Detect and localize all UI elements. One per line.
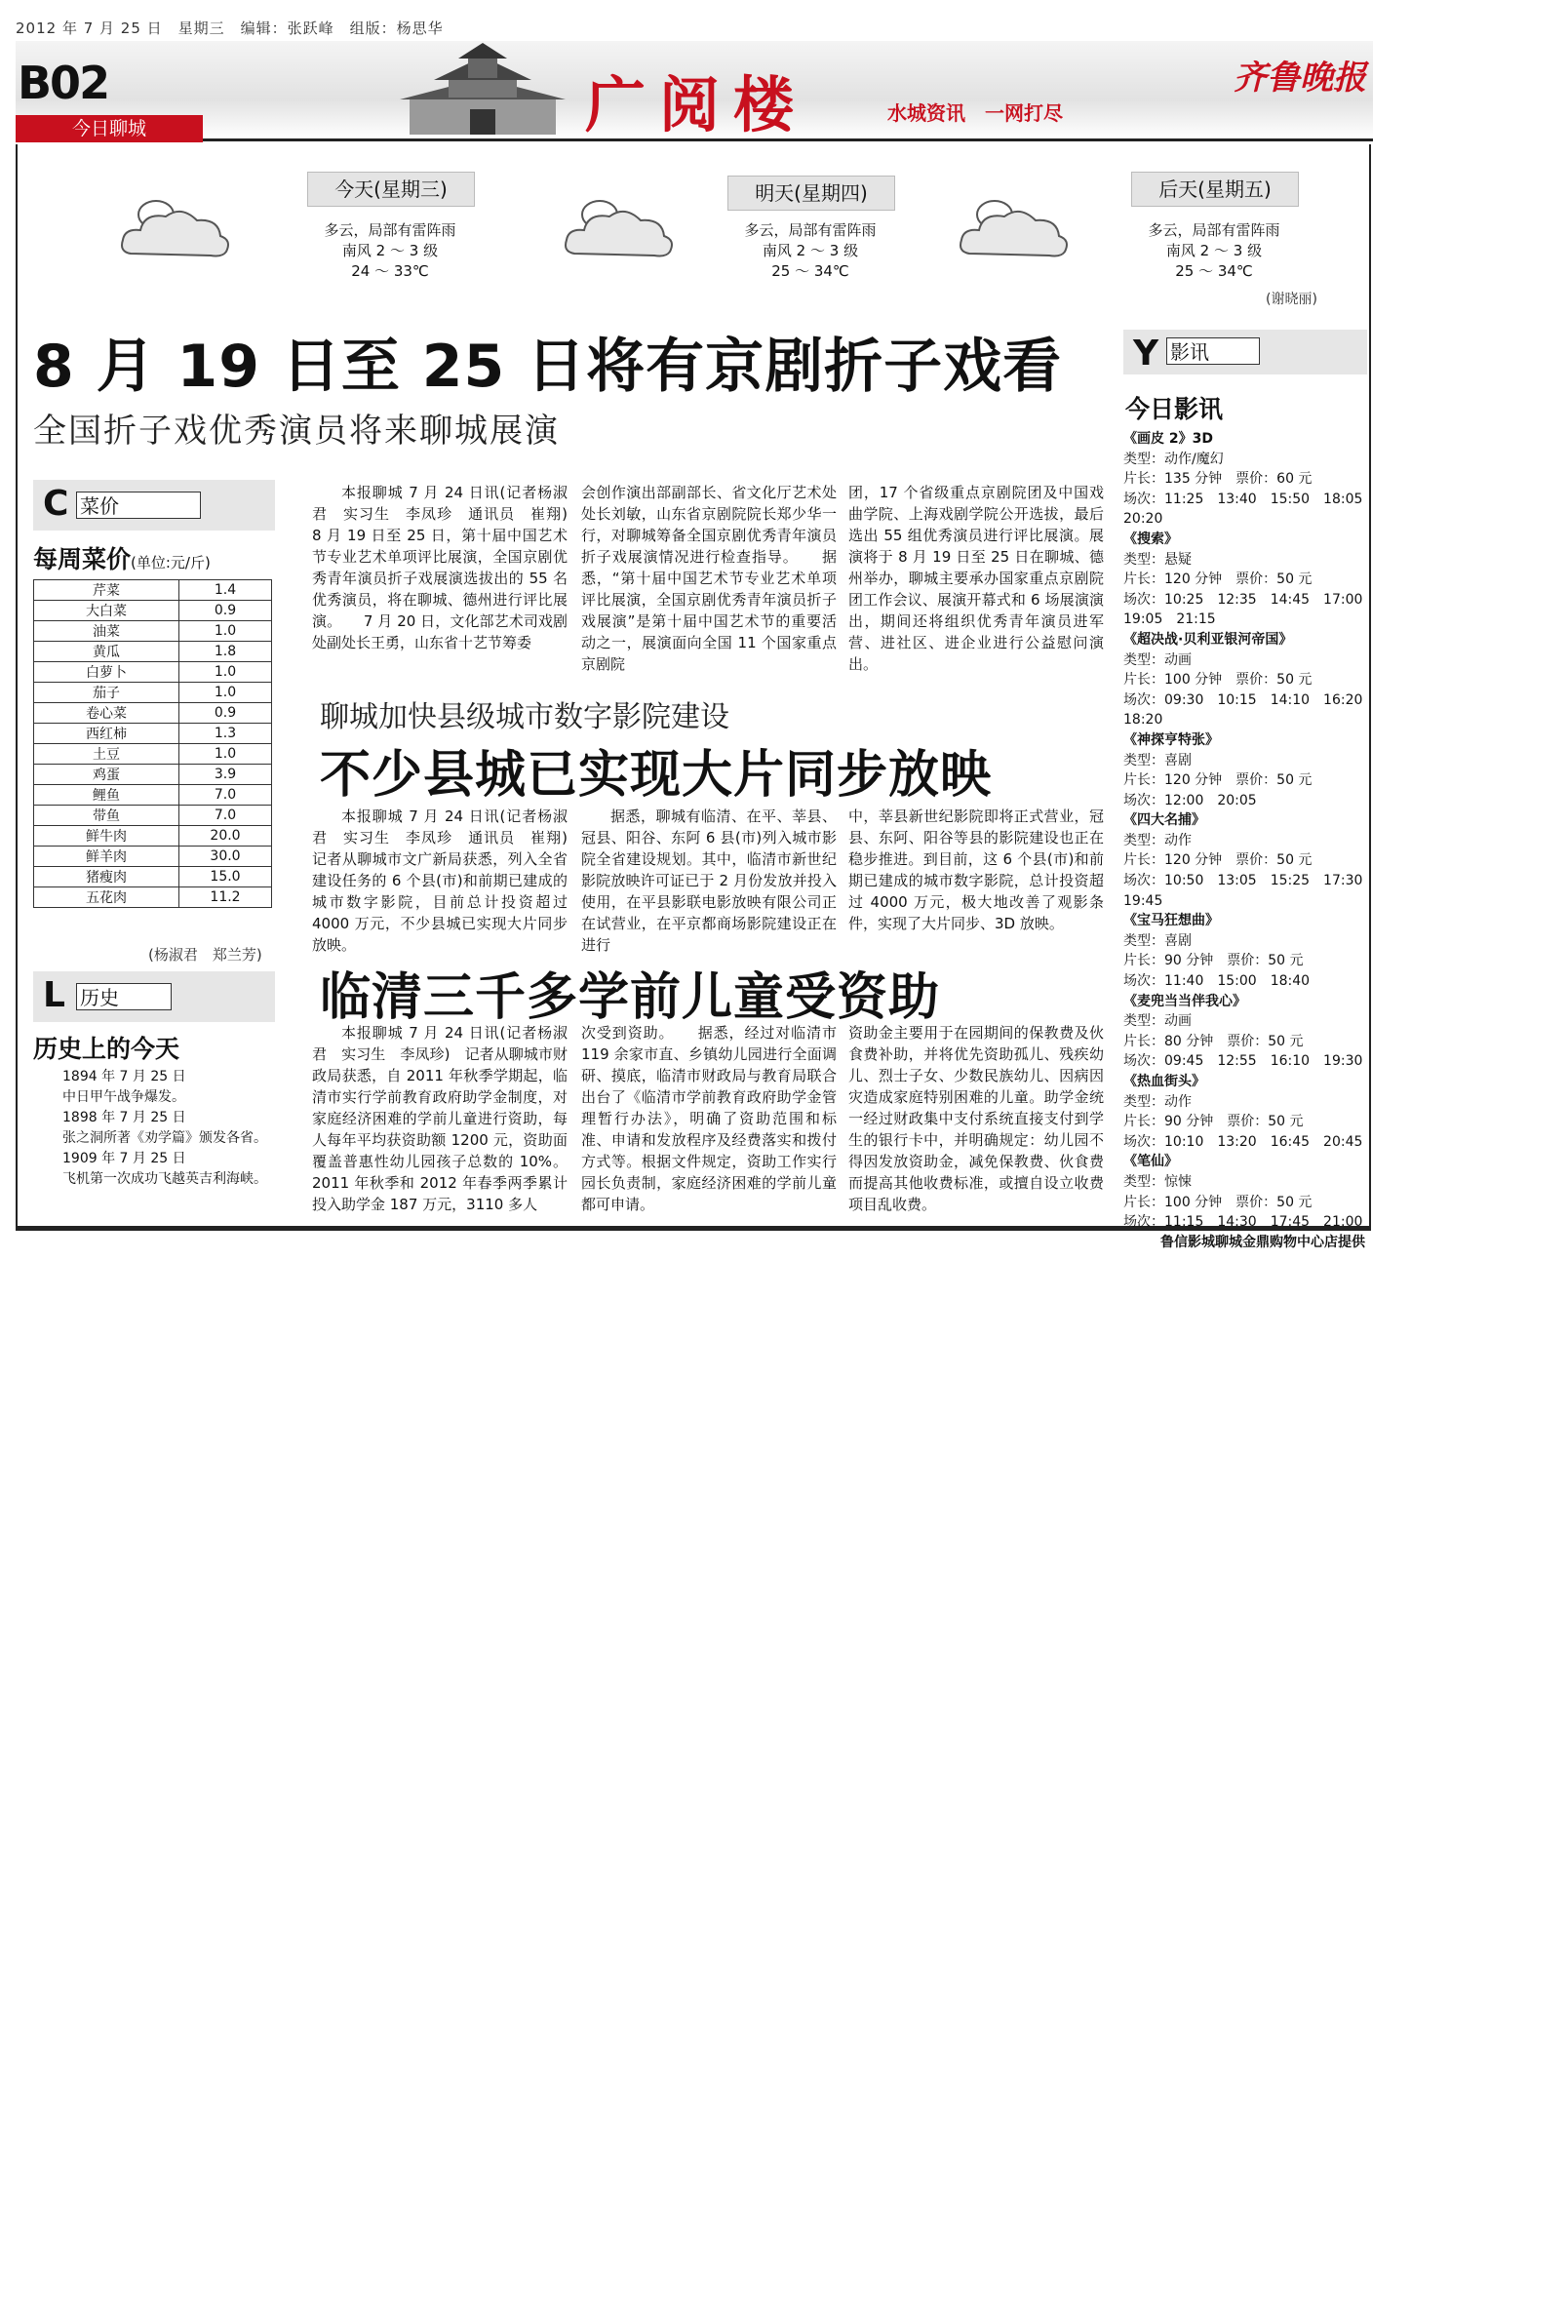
price-item-value: 20.0 [179, 826, 272, 847]
price-item-name: 鸡蛋 [34, 765, 179, 785]
movie-type: 类型：动作/魔幻 [1123, 451, 1224, 467]
price-row [34, 744, 272, 765]
lead-subheadline: 全国折子戏优秀演员将来聊城展演 [33, 412, 560, 451]
weather-forecast [698, 220, 922, 282]
movie-title: 《超决战·贝利亚银河帝国》 [1123, 631, 1293, 648]
movie-len: 片长：120 分钟 票价：50 元 [1123, 571, 1313, 588]
movie-type: 类型：动画 [1123, 651, 1192, 668]
weather-wind: 南风 2 ～ 3 级 [762, 242, 859, 259]
prices-credit: (杨淑君 郑兰芳) [148, 946, 262, 964]
price-row [34, 806, 272, 826]
movie-len: 片长：135 分钟 票价：60 元 [1123, 471, 1313, 488]
prices-table [33, 579, 272, 908]
price-item-name: 大白菜 [34, 601, 179, 621]
movie-len: 片长：90 分钟 票价：50 元 [1123, 1114, 1304, 1130]
weather-temp: 25 ～ 34℃ [771, 262, 849, 280]
story2-body-col3: 中，莘县新世纪影院即将正式营业，冠县、东阿、阳谷等县的影院建设也正在稳步推进。到目前，这 6 个县(市)和前期已建成的城市数字影院，总计投资超过 4000 万元，极大地改善了观影条件，实现了大片同步、3D 放映。 [848, 807, 1104, 932]
price-item-value: 1.4 [179, 580, 272, 601]
weather-day-label: 后天(星期五) [1131, 172, 1299, 207]
lead-body-col2: 会创作演出部副部长、省文化厅艺术处处长刘敏，山东省京剧院院长郑少华一行，对聊城筹备全国京剧优秀青年演员折子戏展演情况进行检查指导。 据悉，“第十届中国艺术节专业艺术单项评比展演，全国京剧优秀青年演员折子戏展演”是第十届中国艺术节的重要活动之一，展演面向全国 11 个国家重点京剧院 [581, 484, 837, 673]
price-item-value: 1.8 [179, 642, 272, 662]
price-row [34, 703, 272, 724]
history-date: 1898 年 7 月 25 日 [62, 1110, 186, 1125]
price-item-value: 1.3 [179, 724, 272, 744]
history-heading: 历史上的今天 [33, 1035, 180, 1063]
price-item-name: 带鱼 [34, 806, 179, 826]
price-item-value: 7.0 [179, 806, 272, 826]
price-item-value: 1.0 [179, 621, 272, 642]
movie-title: 《四大名捕》 [1123, 812, 1205, 829]
weather-credit: (谢晓丽) [1266, 292, 1317, 307]
prices-column-header [33, 480, 275, 531]
story3-headline: 临清三千多学前儿童受资助 [320, 968, 941, 1027]
movie-times: 场次：09:30 10:15 14:10 16:20 18:20 [1123, 691, 1377, 729]
movie-times: 场次：09:45 12:55 16:10 19:30 [1123, 1053, 1363, 1070]
movie-title: 《热血街头》 [1123, 1074, 1205, 1089]
price-item-value: 1.0 [179, 683, 272, 703]
movie-len: 片长：120 分钟 票价：50 元 [1123, 772, 1313, 789]
movie-title: 《笔仙》 [1123, 1154, 1178, 1170]
history-event: 中日甲午战争爆发。 [62, 1089, 185, 1105]
column-slogan: 水城资讯 一网打尽 [887, 101, 1063, 125]
movie-type: 类型：动作 [1123, 832, 1192, 848]
movie-type: 类型：喜剧 [1123, 752, 1192, 768]
price-item-value: 30.0 [179, 847, 272, 867]
price-item-name: 芹菜 [34, 580, 179, 601]
cloud-icon [117, 195, 234, 265]
weather-forecast [1102, 220, 1326, 282]
prices-letter: C [43, 484, 69, 524]
price-item-value: 15.0 [179, 867, 272, 887]
price-item-name: 鲤鱼 [34, 785, 179, 806]
price-item-name: 茄子 [34, 683, 179, 703]
movie-type: 类型：悬疑 [1123, 551, 1192, 568]
prices-unit: (单位:元/斤) [131, 554, 211, 571]
movies-column-header [1123, 330, 1367, 374]
movie-len: 片长：100 分钟 票价：50 元 [1123, 672, 1313, 689]
story3-body-col3: 资助金主要用于在园期间的保教费及伙食费补助，并将优先资助孤儿、残疾幼儿、烈士子女、少数民族幼儿、因病因灾造成家庭特别困难的儿童。助学金统一经过财政集中支付系统直接支付到学生的银行卡中，并明确规定：幼儿园不得因发放资助金，减免保教费、伙食费而提高其他收费标准，或擅自设立收费项目乱收费。 [848, 1024, 1104, 1213]
price-item-name: 土豆 [34, 744, 179, 765]
movie-title: 《宝马狂想曲》 [1123, 913, 1219, 929]
movie-len: 片长：80 分钟 票价：50 元 [1123, 1033, 1304, 1049]
page-number: B02 [18, 57, 109, 109]
history-letter: L [43, 975, 65, 1015]
movies-letter: Y [1133, 334, 1159, 374]
price-row [34, 642, 272, 662]
movie-type: 类型：喜剧 [1123, 932, 1192, 949]
movie-times: 场次：10:10 13:20 16:45 20:45 [1123, 1133, 1363, 1150]
history-tag: 历史 [76, 983, 172, 1010]
history-event: 张之洞所著《劝学篇》颁发各省。 [62, 1130, 267, 1146]
weather-desc: 多云，局部有雷阵雨 [324, 221, 456, 239]
price-item-value: 0.9 [179, 703, 272, 724]
weather-desc: 多云，局部有雷阵雨 [1148, 221, 1280, 239]
movie-len: 片长：100 分钟 票价：50 元 [1123, 1194, 1313, 1210]
price-item-name: 五花肉 [34, 887, 179, 908]
price-item-value: 11.2 [179, 887, 272, 908]
movies-tag: 影讯 [1166, 337, 1260, 365]
price-item-name: 卷心菜 [34, 703, 179, 724]
movie-type: 类型：惊悚 [1123, 1173, 1192, 1190]
history-date: 1909 年 7 月 25 日 [62, 1151, 186, 1166]
history-list [33, 1067, 277, 1190]
column-title: 广阅楼 [585, 69, 808, 140]
price-row [34, 621, 272, 642]
price-row [34, 724, 272, 744]
movie-len: 片长：120 分钟 票价：50 元 [1123, 852, 1313, 869]
movies-list [1123, 429, 1377, 1252]
price-item-name: 鲜羊肉 [34, 847, 179, 867]
story3-body-col1: 本报聊城 7 月 24 日讯(记者杨淑君 实习生 李凤珍) 记者从聊城市财政局获悉，自 2011 年秋季学期起，临清市实行学前教育政府助学金制度，对家庭经济困难的学前儿童进行资助，每人每年平均获资助额 1200 元，资助面覆盖普惠性幼儿园孩子总数的 10%。2011 年秋季和 2012 年春季两季累计投入助学金 187 万元，3110 多人 [312, 1024, 568, 1213]
price-item-value: 7.0 [179, 785, 272, 806]
price-item-value: 0.9 [179, 601, 272, 621]
price-row [34, 580, 272, 601]
weather-temp: 25 ～ 34℃ [1175, 262, 1253, 280]
history-date: 1894 年 7 月 25 日 [62, 1069, 186, 1084]
movie-title: 《麦兜当当伴我心》 [1123, 993, 1246, 1009]
lead-body-col1: 本报聊城 7 月 24 日讯(记者杨淑君 实习生 李凤珍 通讯员 崔翔) 8 月 19 日至 25 日，第十届中国艺术节专业艺术单项评比展演，全国京剧优秀青年演员折子戏展演选拔出的 55 名优秀演员，将在聊城、德州进行评比展演。 7 月 20 日，文化部艺术司戏剧处副处长王勇，山东省十艺节筹委 [312, 484, 583, 651]
price-row [34, 867, 272, 887]
price-item-name: 油菜 [34, 621, 179, 642]
cloud-icon [956, 195, 1073, 265]
tower-illustration [390, 39, 575, 137]
history-event: 飞机第一次成功飞越英吉利海峡。 [62, 1171, 267, 1187]
weather-day-label: 明天(星期四) [727, 176, 895, 211]
weather-wind: 南风 2 ～ 3 级 [1165, 242, 1263, 259]
price-row [34, 765, 272, 785]
movie-times: 场次：11:40 15:00 18:40 [1123, 973, 1311, 990]
weather-wind: 南风 2 ～ 3 级 [341, 242, 439, 259]
movie-type: 类型：动画 [1123, 1013, 1192, 1030]
movie-type: 类型：动作 [1123, 1093, 1192, 1110]
price-item-value: 1.0 [179, 662, 272, 683]
movie-times: 场次：11:15 14:30 17:45 21:00 [1123, 1214, 1363, 1231]
price-item-name: 西红柿 [34, 724, 179, 744]
movies-credit: 鲁信影城聊城金鼎购物中心店提供 [1160, 1234, 1365, 1250]
movie-times: 场次：10:50 13:05 15:25 17:30 19:45 [1123, 873, 1377, 909]
price-item-value: 3.9 [179, 765, 272, 785]
movie-times: 场次：10:25 12:35 14:45 17:00 19:05 21:15 [1123, 591, 1377, 628]
price-row [34, 826, 272, 847]
movie-times: 场次：11:25 13:40 15:50 18:05 20:20 [1123, 491, 1377, 528]
newspaper-logo: 齐鲁晚报 [1234, 59, 1366, 98]
movie-title: 《画皮 2》3D [1123, 431, 1213, 447]
story2-body-col2: 据悉，聊城有临清、在平、莘县、冠县、阳谷、东阿 6 县(市)列入城市影院全省建设规划。其中，临清市新世纪影院放映许可证已于 2 月份发放并投入使用，在平县影联电影放映有限公司正在试营业，在平京都商场影院建设正在进行 [581, 807, 837, 954]
movie-title: 《搜索》 [1123, 531, 1178, 547]
cloud-icon [561, 195, 678, 265]
price-row [34, 662, 272, 683]
movie-title: 《神探亨特张》 [1123, 731, 1219, 748]
price-item-name: 猪瘦肉 [34, 867, 179, 887]
weather-temp: 24 ～ 33℃ [351, 262, 429, 280]
price-row [34, 847, 272, 867]
prices-tag: 菜价 [76, 492, 201, 519]
weather-desc: 多云，局部有雷阵雨 [744, 221, 877, 239]
price-row [34, 785, 272, 806]
movie-times: 场次：12:00 20:05 [1123, 792, 1257, 808]
price-row [34, 887, 272, 908]
history-column-header [33, 971, 275, 1022]
section-tab: 今日聊城 [16, 115, 203, 142]
movies-heading: 今日影讯 [1125, 395, 1224, 423]
story2-kicker: 聊城加快县级城市数字影院建设 [320, 700, 729, 734]
story3-body-col2: 次受到资助。 据悉，经过对临清市 119 余家市直、乡镇幼儿园进行全面调研、摸底，临清市财政局与教育局联合出台了《临清市学前教育政府助学金管理暂行办法》，明确了资助范围和标准、申请和发放程序及经费落实和拨付方式等。根据文件规定，资助工作实行园长负责制，家庭经济困难的学前儿童都可申请。 [581, 1024, 837, 1213]
price-item-name: 白萝卜 [34, 662, 179, 683]
price-row [34, 601, 272, 621]
price-item-value: 1.0 [179, 744, 272, 765]
prices-heading [33, 540, 211, 575]
weather-day-label: 今天(星期三) [307, 172, 475, 207]
movie-len: 片长：90 分钟 票价：50 元 [1123, 953, 1304, 969]
lead-headline: 8 月 19 日至 25 日将有京剧折子戏看 [33, 333, 1063, 401]
prices-title: 每周菜价 [33, 545, 132, 573]
story2-headline: 不少县城已实现大片同步放映 [320, 746, 993, 805]
price-item-name: 鲜牛肉 [34, 826, 179, 847]
story2-body-col1: 本报聊城 7 月 24 日讯(记者杨淑君 实习生 李凤珍 通讯员 崔翔) 记者从聊城市文广新局获悉，列入全省建设任务的 6 个县(市)和前期已建成的城市数字影院，目前总计投资超过 4000 万元，不少县城已实现大片同步放映。 [312, 807, 583, 954]
price-item-name: 黄瓜 [34, 642, 179, 662]
weather-forecast [278, 220, 502, 282]
price-row [34, 683, 272, 703]
issue-meta: 2012 年 7 月 25 日 星期三 编辑：张跃峰 组版：杨思华 [16, 20, 444, 37]
lead-body-col3: 团，17 个省级重点京剧院团及中国戏曲学院、上海戏剧学院公开选拔，最后选出 55 组优秀演员进行评比展演。展演将于 8 月 19 日至 25 日在聊城、德州举办，聊城主要承办国家重点京剧院团工作会议、展演开幕式和 6 场展演演出，期间还将组织优秀青年演员进军营、进社区、进企业进行公益慰问演出。 [848, 484, 1104, 673]
